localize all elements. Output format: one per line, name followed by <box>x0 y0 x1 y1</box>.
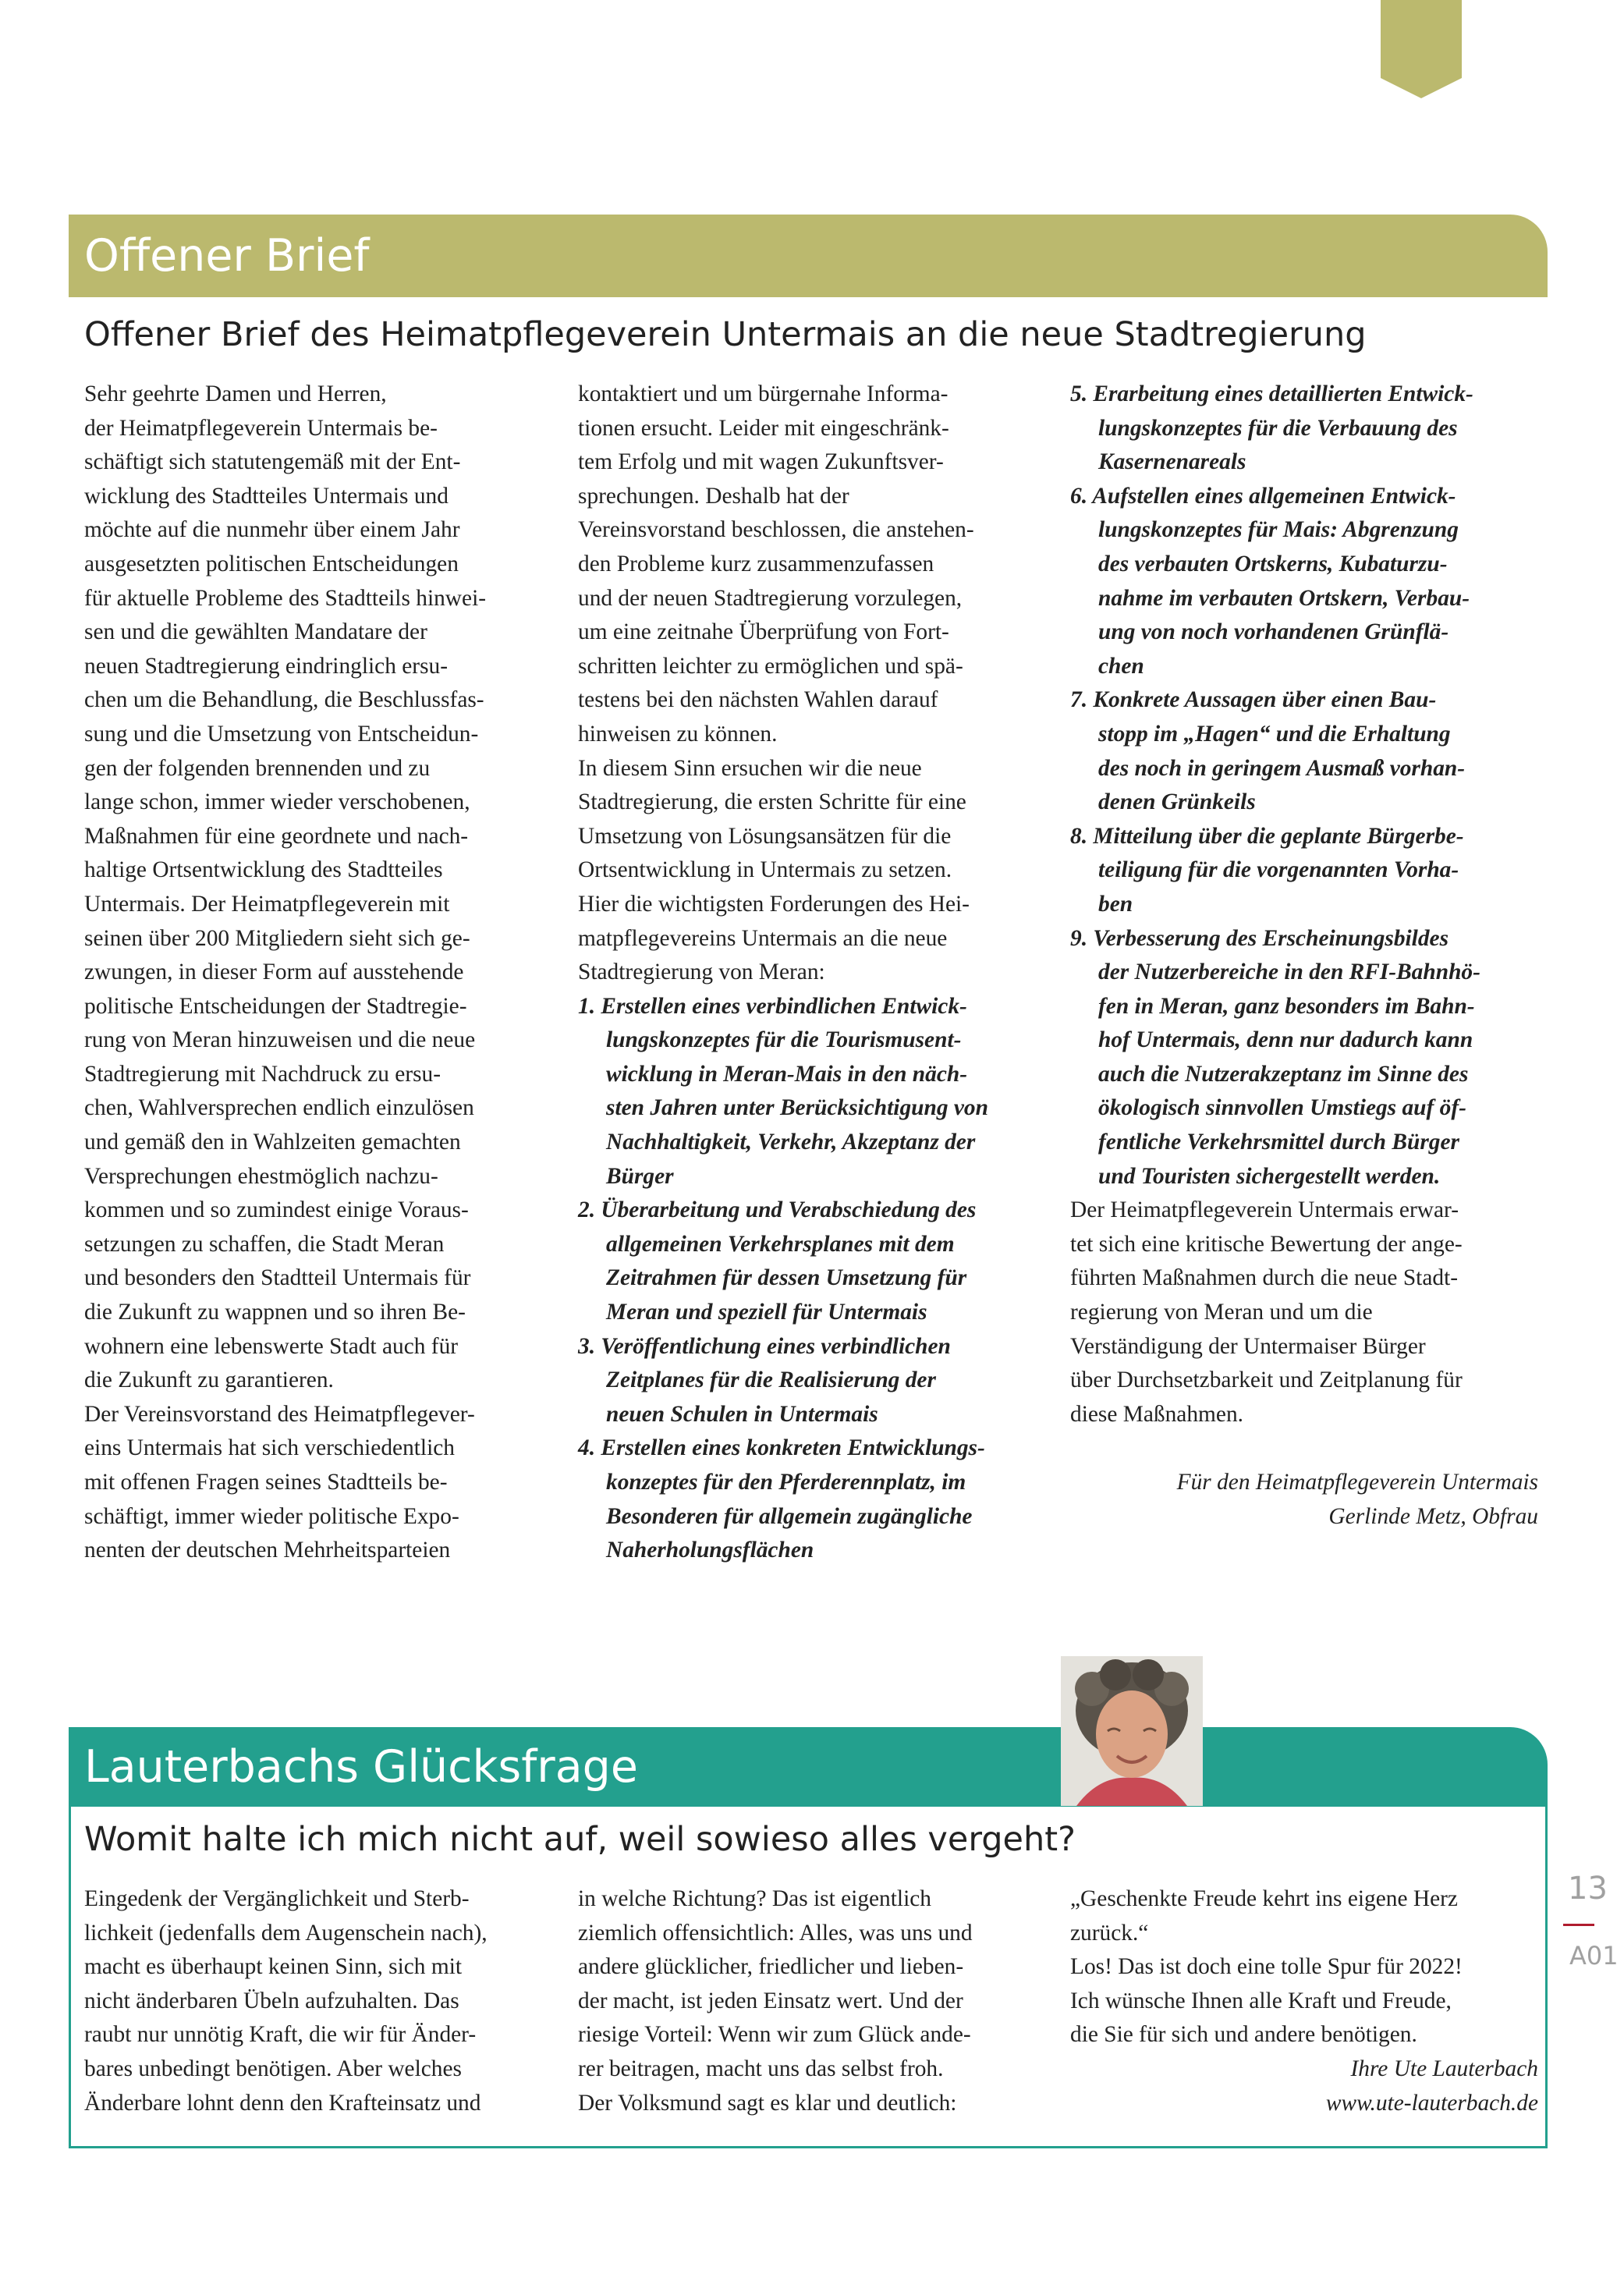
tab-marker <box>1381 0 1462 78</box>
text-line: sung und die Umsetzung von Entscheidun- <box>84 721 479 747</box>
text-line: ausgesetzten politischen Entscheidungen <box>84 551 459 576</box>
text-line: konzeptes für den Pferderennplatz, im <box>606 1470 966 1495</box>
signature-line: Für den Heimatpflegeverein Untermais <box>1176 1470 1538 1495</box>
text-line: den Probleme kurz zusammenzufassen <box>578 551 934 576</box>
text-line: politische Entscheidungen der Stadtregie- <box>84 993 467 1019</box>
text-line: Eingedenk der Vergänglichkeit und Sterb- <box>84 1886 470 1911</box>
text-line: rer beitragen, macht uns das selbst froh. <box>578 2056 944 2081</box>
text-line: rung von Meran hinzuweisen und die neue <box>84 1027 476 1053</box>
text-line: sprechungen. Deshalb hat der <box>578 483 849 509</box>
text-line: sten Jahren unter Berücksichtigung von <box>606 1095 988 1121</box>
text-line: und Touristen sichergestellt werden. <box>1098 1163 1441 1189</box>
text-line: des noch in geringem Ausmaß vorhan- <box>1098 755 1466 781</box>
text-line: die Zukunft zu wappnen und so ihren Be- <box>84 1300 466 1325</box>
text-line: führten Maßnahmen durch die neue Stadt- <box>1070 1265 1459 1291</box>
page-number: 13 <box>1568 1871 1608 1907</box>
article-column-3 <box>1070 378 1538 1534</box>
text-line: Der Volksmund sagt es klar und deutlich: <box>578 2090 957 2116</box>
section-title: Lauterbachs Glücksfrage <box>84 1741 638 1793</box>
text-line: testens bei den nächsten Wahlen darauf <box>578 687 938 713</box>
text-line: schäftigt sich statutengemäß mit der Ent- <box>84 449 461 475</box>
text-line: „Geschenkte Freude kehrt ins eigene Herz <box>1070 1886 1458 1911</box>
text-line: Ortsentwicklung in Untermais zu setzen. <box>578 857 952 883</box>
section-title: Offener Brief <box>84 230 370 282</box>
text-line: nahme im verbauten Ortskern, Verbau- <box>1098 585 1470 611</box>
text-line: 1. Erstellen eines verbindlichen Entwick- <box>578 993 967 1019</box>
text-line: der Heimatpflegeverein Untermais be- <box>84 415 438 441</box>
text-line: setzungen zu schaffen, die Stadt Meran <box>84 1231 445 1257</box>
woman-portrait-icon <box>1061 1656 1203 1806</box>
text-line: hinweisen zu können. <box>578 721 778 747</box>
text-line: ung von noch vorhandenen Grünflä- <box>1098 619 1449 645</box>
text-line: lungskonzeptes für die Verbauung des <box>1098 415 1458 441</box>
text-line: Los! Das ist doch eine tolle Spur für 2022! <box>1070 1954 1463 1980</box>
text-line: Verständigung der Untermaiser Bürger <box>1070 1333 1426 1359</box>
text-line: Naherholungsflächen <box>606 1538 814 1563</box>
section-title-bar <box>69 1727 1548 1807</box>
text-line: lichkeit (jedenfalls dem Augenschein nach), <box>84 1920 488 1946</box>
text-line: die Zukunft zu garantieren. <box>84 1368 334 1393</box>
text-line: teiligung für die vorgenannten Vorha- <box>1098 857 1459 883</box>
signature-line: Ihre Ute Lauterbach <box>1350 2056 1538 2081</box>
text-line: fentliche Verkehrsmittel durch Bürger <box>1098 1130 1459 1155</box>
column-text-3 <box>1070 1882 1538 2120</box>
text-line: nenten der deutschen Mehrheitsparteien <box>84 1538 451 1563</box>
page-divider <box>1563 1924 1594 1926</box>
text-line: macht es überhaupt keinen Sinn, sich mit <box>84 1954 463 1980</box>
column-text-1 <box>84 1882 552 2120</box>
text-line: Kasernenareals <box>1098 449 1246 475</box>
text-line: sen und die gewählten Mandatare der <box>84 619 427 645</box>
text-line: ziemlich offensichtlich: Alles, was uns und <box>578 1920 973 1946</box>
text-line: Sehr geehrte Damen und Herren, <box>84 381 387 406</box>
text-line: ökologisch sinnvollen Umstiegs auf öf- <box>1098 1095 1466 1121</box>
text-line: mit offenen Fragen seines Stadtteils be- <box>84 1470 448 1495</box>
text-line: die Sie für sich und andere benötigen. <box>1070 2022 1417 2048</box>
text-line: schäftigt, immer wieder politische Expo- <box>84 1503 459 1529</box>
text-line: regierung von Meran und um die <box>1070 1300 1373 1325</box>
text-line: seinen über 200 Mitgliedern sieht sich ge- <box>84 925 470 951</box>
text-line: Änderbare lohnt denn den Krafteinsatz und <box>84 2090 481 2116</box>
column-subtitle: Womit halte ich mich nicht auf, weil sowieso alles vergeht? <box>84 1820 1076 1859</box>
column-text-2 <box>578 1882 1046 2120</box>
text-line: 7. Konkrete Aussagen über einen Bau- <box>1070 687 1437 713</box>
text-line: lungskonzeptes für die Tourismusent- <box>606 1027 962 1053</box>
text-line: und besonders den Stadtteil Untermais für <box>84 1265 471 1291</box>
text-line: wohnern eine lebenswerte Stadt auch für <box>84 1333 459 1359</box>
text-line: Maßnahmen für eine geordnete und nach- <box>84 823 469 849</box>
text-line: lange schon, immer wieder verschobenen, <box>84 789 470 815</box>
text-line: allgemeinen Verkehrsplanes mit dem <box>606 1231 955 1257</box>
text-line: Vereinsvorstand beschlossen, die anstehen- <box>578 517 974 543</box>
text-line: Stadtregierung mit Nachdruck zu ersu- <box>84 1061 441 1087</box>
text-line: Der Vereinsvorstand des Heimatpflegever- <box>84 1401 475 1427</box>
text-line: chen um die Behandlung, die Beschlussfas- <box>84 687 484 713</box>
text-line: der Nutzerbereiche in den RFI-Bahnhö- <box>1098 960 1480 985</box>
text-line: lungskonzeptes für Mais: Abgrenzung <box>1098 517 1459 543</box>
text-line: auch die Nutzerakzeptanz im Sinne des <box>1098 1061 1469 1087</box>
text-line: 8. Mitteilung über die geplante Bürgerbe- <box>1070 823 1464 849</box>
text-line: 6. Aufstellen eines allgemeinen Entwick- <box>1070 483 1456 509</box>
text-line: tem Erfolg und mit wagen Zukunftsver- <box>578 449 944 475</box>
tab-marker-tip <box>1381 78 1462 98</box>
text-line: matpflegevereins Untermais an die neue <box>578 925 948 951</box>
text-line: 2. Überarbeitung und Verabschiedung des <box>578 1197 977 1223</box>
text-line: Ich wünsche Ihnen alle Kraft und Freude, <box>1070 1988 1452 2013</box>
text-line: Der Heimatpflegeverein Untermais erwar- <box>1070 1197 1459 1223</box>
text-line: Besonderen für allgemein zugängliche <box>606 1503 973 1529</box>
text-line: ben <box>1098 891 1133 917</box>
text-line: 3. Veröffentlichung eines verbindlichen <box>578 1333 951 1359</box>
text-line: 5. Erarbeitung eines detaillierten Entwick- <box>1070 381 1473 406</box>
text-line: neuen Schulen in Untermais <box>606 1401 878 1427</box>
section-title-bar <box>69 215 1548 297</box>
article-subtitle: Offener Brief des Heimatpflegeverein Untermais an die neue Stadtregierung <box>84 315 1367 354</box>
text-line: um eine zeitnahe Überprüfung von Fort- <box>578 619 949 645</box>
text-line: der macht, ist jeden Einsatz wert. Und der <box>578 1988 963 2013</box>
text-line: Zeitplanes für die Realisierung der <box>606 1368 936 1393</box>
text-line: schritten leichter zu ermöglichen und spä- <box>578 653 963 679</box>
text-line: kommen und so zumindest einige Voraus- <box>84 1197 469 1223</box>
text-line: denen Grünkeils <box>1098 789 1256 815</box>
text-line: kontaktiert und um bürgernahe Informa- <box>578 381 949 406</box>
article-column-1 <box>84 378 552 1568</box>
text-line: Nachhaltigkeit, Verkehr, Akzeptanz der <box>606 1130 976 1155</box>
signature-line: Gerlinde Metz, Obfrau <box>1328 1504 1538 1529</box>
article-column-2 <box>578 378 1046 1568</box>
text-line: Stadtregierung, die ersten Schritte für eine <box>578 789 966 815</box>
text-line: Meran und speziell für Untermais <box>606 1300 927 1325</box>
text-line: zurück.“ <box>1070 1920 1149 1946</box>
text-line: fen in Meran, ganz besonders im Bahn- <box>1098 993 1475 1019</box>
text-line: zwungen, in dieser Form auf ausstehende <box>84 960 464 985</box>
text-line: andere glücklicher, friedlicher und lieben- <box>578 1954 964 1980</box>
text-line: Umsetzung von Lösungsansätzen für die <box>578 823 952 849</box>
text-line: bares unbedingt benötigen. Aber welches <box>84 2056 462 2081</box>
text-line: 9. Verbesserung des Erscheinungsbildes <box>1070 925 1449 951</box>
text-line: Untermais. Der Heimatpflegeverein mit <box>84 891 450 917</box>
text-line: in welche Richtung? Das ist eigentlich <box>578 1886 931 1911</box>
text-line: chen, Wahlversprechen endlich einzulösen <box>84 1095 474 1121</box>
page-code: A01 <box>1569 1941 1619 1971</box>
text-line: tet sich eine kritische Bewertung der ange- <box>1070 1231 1463 1257</box>
text-line: eins Untermais hat sich verschiedentlich <box>84 1435 456 1461</box>
text-line: raubt nur unnötig Kraft, die wir für Änder- <box>84 2022 477 2048</box>
text-line: hof Untermais, denn nur dadurch kann <box>1098 1027 1473 1053</box>
text-line: nicht änderbaren Übeln aufzuhalten. Das <box>84 1988 459 2013</box>
text-line: neuen Stadtregierung eindringlich ersu- <box>84 653 449 679</box>
text-line: möchte auf die nunmehr über einem Jahr <box>84 517 460 543</box>
text-line: und gemäß den in Wahlzeiten gemachten <box>84 1130 461 1155</box>
text-line: Versprechungen ehestmöglich nachzu- <box>84 1163 438 1189</box>
text-line: chen <box>1098 653 1144 679</box>
text-line: haltige Ortsentwicklung des Stadtteiles <box>84 857 443 883</box>
text-line: gen der folgenden brennenden und zu <box>84 755 431 781</box>
text-line: für aktuelle Probleme des Stadtteils hinwei- <box>84 585 487 611</box>
text-line: 4. Erstellen eines konkreten Entwicklungs- <box>578 1435 985 1461</box>
text-line: über Durchsetzbarkeit und Zeitplanung für <box>1070 1368 1463 1393</box>
text-line: Zeitrahmen für dessen Umsetzung für <box>606 1265 967 1291</box>
text-line: riesige Vorteil: Wenn wir zum Glück ande- <box>578 2022 971 2048</box>
text-line: tionen ersucht. Leider mit eingeschränk- <box>578 415 949 441</box>
text-line: Hier die wichtigsten Forderungen des Hei- <box>578 891 970 917</box>
text-line: des verbauten Ortskerns, Kubaturzu- <box>1098 551 1448 576</box>
signature-line: www.ute-lauterbach.de <box>1325 2090 1538 2116</box>
text-line: und der neuen Stadtregierung vorzulegen, <box>578 585 963 611</box>
text-line: Stadtregierung von Meran: <box>578 960 825 985</box>
text-line: Bürger <box>606 1163 674 1189</box>
text-line: wicklung in Meran-Mais in den näch- <box>606 1061 968 1087</box>
text-line: In diesem Sinn ersuchen wir die neue <box>578 755 922 781</box>
text-line: stopp im „Hagen“ und die Erhaltung <box>1098 721 1451 747</box>
text-line: wicklung des Stadtteiles Untermais und <box>84 483 449 509</box>
text-line: diese Maßnahmen. <box>1070 1401 1243 1427</box>
